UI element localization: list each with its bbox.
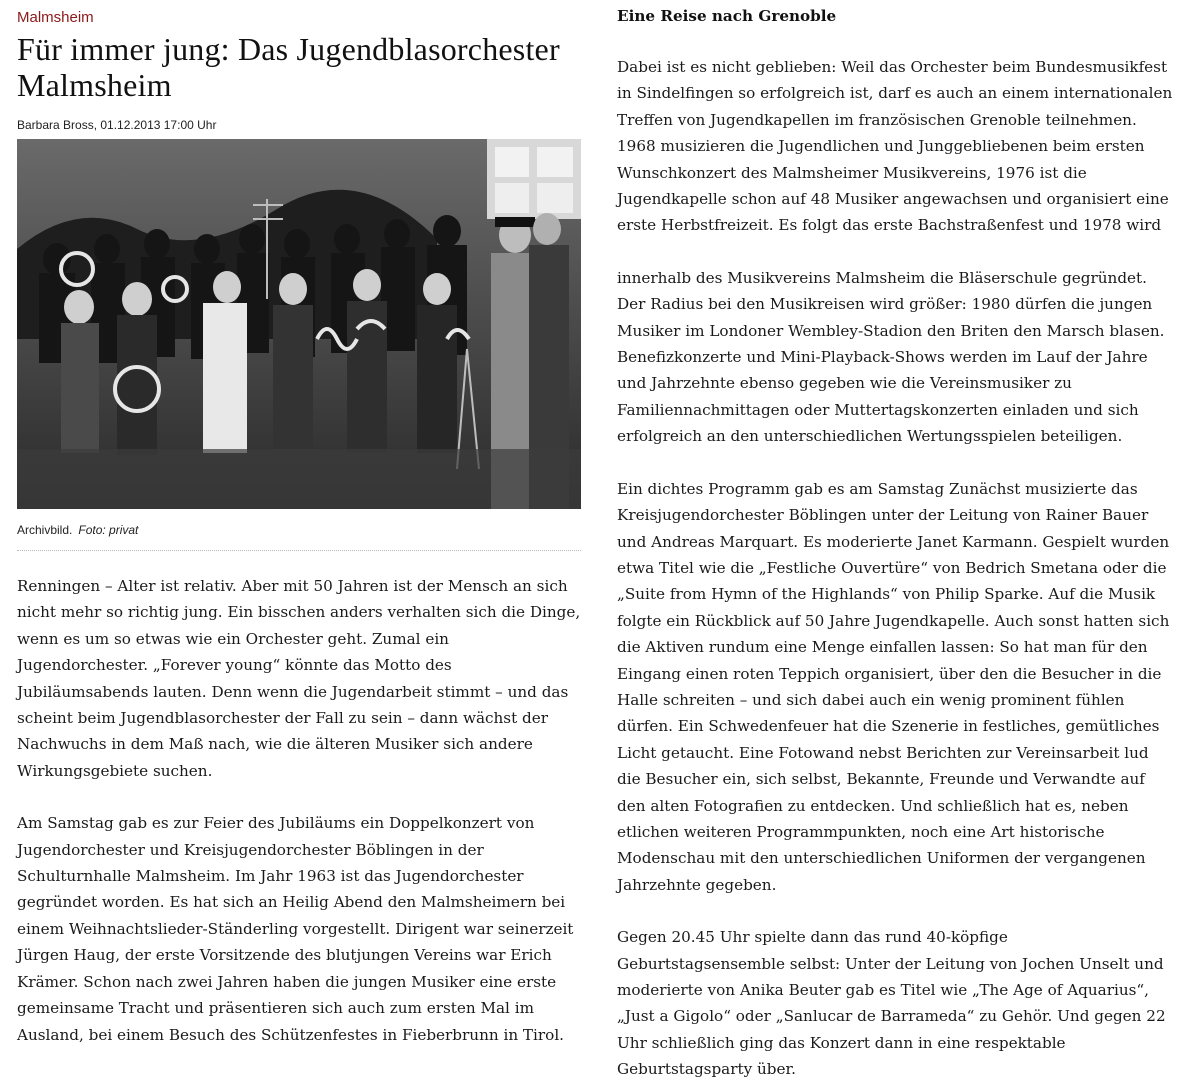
article-left-column	[17, 0, 581, 1048]
article-kicker[interactable]: Malmsheim	[17, 9, 94, 26]
article-byline: Barbara Bross, 01.12.2013 17:00 Uhr	[17, 118, 217, 132]
paragraph-3: Dabei ist es nicht geblieben: Weil das Orchester beim Bundesmusikfest in Sindelfingen so erfolgreich ist, darf es auch an einem internationalen Treffen von Jugendkapellen im französischen Grenoble teilnehmen. 1968 musizieren die Jugendlichen und Junggebliebenen beim ersten Wunschkonzert des Malmsheimer Musikvereins, 1976 ist die Jugendkapelle schon auf 48 Musiker angewachsen und organisiert eine erste Herbstfreizeit. Es folgt das erste Bachstraßenfest und 1978 wird	[617, 58, 1173, 235]
divider	[17, 550, 581, 551]
photo-caption	[17, 522, 581, 538]
photo-caption-text: Archivbild.	[17, 523, 73, 537]
section-subheading: Eine Reise nach Grenoble	[617, 7, 837, 25]
photo-credit: Foto: privat	[78, 523, 139, 537]
article-headline: Für immer jung: Das Jugendblasorchester Malmsheim	[17, 31, 560, 103]
paragraph-2: Am Samstag gab es zur Feier des Jubiläums ein Doppelkonzert von Jugendorchester und Kreisjugendorchester Böblingen in der Schulturnhalle Malmsheim. Im Jahr 1963 ist das Jugendorchester gegründet worden. Es hat sich an Heilig Abend den Malmsheimern bei einem Weihnachtslieder-Ständerling vorgestellt. Dirigent war seinerzeit Jürgen Haug, der erste Vorsitzende des blutjungen Vereins war Erich Krämer. Schon nach zwei Jahren haben die jungen Musiker eine erste gemeinsame Tracht und präsentieren sich auch zum ersten Mal im Ausland, bei einem Besuch des Schützenfestes in Fieberbrunn in Tirol.	[17, 814, 574, 1044]
paragraph-1: Renningen – Alter ist relativ. Aber mit 50 Jahren ist der Mensch an sich nicht mehr so richtig jung. Ein bisschen anders verhalten sich die Dinge, wenn es um so etwas wie ein Orchester geht. Zumal ein Jugendorchester. „Forever young“ könnte das Motto des Jubiläumsabends lauten. Denn wenn die Jugendarbeit stimmt – und das scheint beim Jugendblasorchester der Fall zu sein – dann wächst der Nachwuchs in dem Maß nach, wie die älteren Musiker sich andere Wirkungsgebiete suchen.	[17, 577, 581, 780]
band-photo-illustration	[17, 139, 581, 509]
archive-photo	[17, 139, 581, 509]
paragraph-6: Gegen 20.45 Uhr spielte dann das rund 40-köpfige Geburtstagsensemble selbst: Unter der Leitung von Jochen Unselt und moderierte von Anika Beuter gab es Titel wie „The Age of Aquarius“, „Just a Gigolo“ oder „Sanlucar de Barrameda“ zu Gehör. Und gegen 22 Uhr schließlich ging das Konzert dann in eine respektable Geburtstagsparty über.	[617, 928, 1166, 1079]
article-right-column	[617, 0, 1177, 1083]
paragraph-5: Ein dichtes Programm gab es am Samstag Zunächst musizierte das Kreisjugendorchester Böblingen unter der Leitung von Rainer Bauer und Andreas Marquart. Es moderierte Janet Karmann. Gespielt wurden etwa Titel wie die „Festliche Ouvertüre“ von Bedrich Smetana oder die „Suite from Hymn of the Highlands“ von Philip Sparke. Auf die Musik folgte ein Rückblick auf 50 Jahre Jugendkapelle. Auch sonst hatten sich die Aktiven rundum eine Menge einfallen lassen: So hat man für den Eingang einen roten Teppich organisiert, über den die Besucher in die Halle schreiten – und sich dabei auch ein wenig prominent fühlen dürfen. Ein Schwedenfeuer hat die Szenerie in festliches, gemütliches Licht getaucht. Eine Fotowand nebst Berichten zur Vereinsarbeit lud die Besucher ein, sich selbst, Bekannte, Freunde und Verwandte auf den alten Fotografien zu entdecken. Und schließlich hat es, neben etlichen weiteren Programmpunkten, noch eine Art historische Modenschau mit den unterschiedlichen Uniformen der vergangenen Jahrzehnte gegeben.	[617, 479, 1170, 894]
paragraph-4: innerhalb des Musikvereins Malmsheim die Bläserschule gegründet. Der Radius bei den Musikreisen wird größer: 1980 dürfen die jungen Musiker im Londoner Wembley-Stadion den Briten den Marsch blasen. Benefizkonzerte und Mini-Playback-Shows werden im Lauf der Jahre und Jahrzehnte ebenso gegeben wie die Vereinsmusiker zu Familiennachmittagen oder Muttertagskonzerten einladen und sich erfolgreich an den unterschiedlichen Wertungsspielen beteiligen.	[617, 268, 1165, 446]
